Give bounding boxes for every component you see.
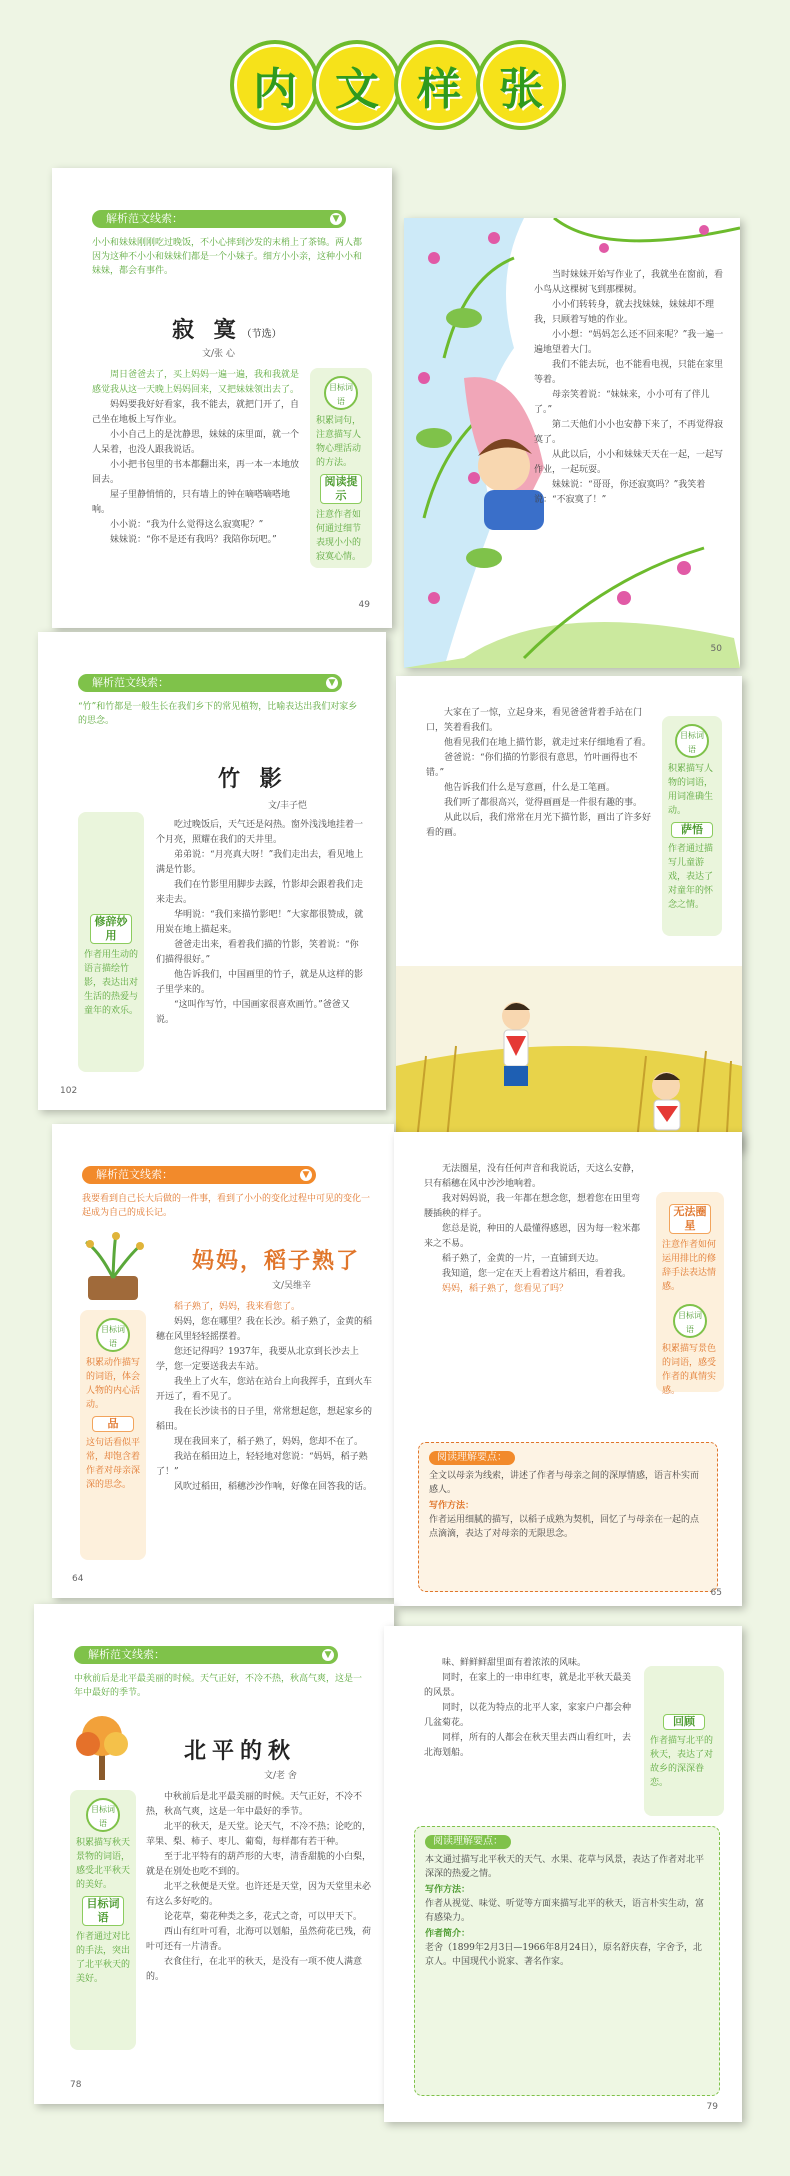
paragraph: 大家在了一惊，立起身来，看见爸爸背着手站在门口，笑着看我们。 [426,708,643,733]
paragraph: 妈妈要我好好看家，我不能去，就把门开了，自己坐在地板上写作业。 [92,400,300,425]
author: 文/吴维辛 [272,1281,312,1291]
paragraph: 北平的秋天，是天堂。论天气，不冷不热；论吃的，苹果、梨、柿子、枣儿、葡萄，每样都有若干种。 [146,1822,372,1847]
paragraph: 同时，在家上的一串串红枣，就是北平秋天最美的风景。 [424,1673,632,1698]
paragraph: 周日爸爸去了，买上妈妈一遍一遍，我和我就是感觉我从这一天晚上妈妈回来，又把妹妹领出去了。 [92,370,300,395]
rice-plant-illustration [80,1232,146,1302]
paragraph: 妹妹说：“你不是还有我吗？我陪你玩吧。” [110,535,277,545]
analysis-text: 本文通过描写北平秋天的天气、水果、花草与风景，表达了作者对北平深深的热爱之情。 [425,1855,705,1879]
intro-text: “竹”和竹都是一般生长在我们乡下的常见植物，比喻表达出我们对家乡的思念。 [78,702,358,726]
paragraph: 现在我回来了，稻子熟了，妈妈，您却不在了。 [174,1437,364,1447]
paragraph: 同时，以花为特点的北平人家，家家户户都会种几盆菊花。 [424,1703,632,1728]
article-title [172,313,282,344]
badge-icon: 目标词语 [673,1304,707,1338]
side-label: 回顾 [663,1714,705,1730]
paragraph: 母亲笑着说：“妹妹来，小小可有了伴儿了。” [534,390,710,415]
analysis-text: 全文以母亲为线索，讲述了作者与母亲之间的深厚情感，语言朴实而感人。 [429,1471,700,1495]
section-label [92,210,346,228]
paragraph: 从此以后，小小和妹妹天天在一起，一起写作业，一起玩耍。 [534,450,724,475]
author: 文/老 舍 [264,1771,297,1781]
paragraph: 我们在竹影里用脚步去踩，竹影却会跟着我们走来走去。 [156,880,364,905]
author: 文/丰子恺 [268,801,308,811]
side-note-text: 作者描写北平的秋天，表达了对故乡的深深眷恋。 [650,1736,714,1788]
title-note: （节选） [241,329,282,340]
side-note-text: 注意作者如何运用排比的修辞手法表达情感。 [662,1240,717,1292]
side-note [310,368,372,568]
children-field-illustration [396,966,742,1150]
side-note-text: 积累描写人物的词语，用词准确生动。 [668,764,714,816]
side-note-text: 作者通过描写儿童游戏，表达了对童年的怀念之情。 [668,844,714,910]
body-text [146,1790,372,1985]
analysis-heading: 写作方法： [425,1885,471,1895]
autumn-tree-illustration [72,1712,132,1782]
article-title: 竹 影 [218,766,288,792]
intro-text: 我要看到自己长大后做的一件事，看到了小小的变化过程中可见的变化一起成为自己的成长记。 [82,1194,371,1218]
side-label: 阅读提示 [320,474,362,504]
chevron-down-icon: ▼ [326,677,338,689]
body-text [156,818,366,1028]
analysis-label: 阅读理解要点： [425,1835,511,1849]
paragraph: 中秋前后是北平最美丽的时候。天气正好，不冷不热，秋高气爽，这是一年中最好的季节。 [146,1792,363,1817]
paragraph: 您总是说，种田的人最懂得感恩，因为每一粒米都来之不易。 [424,1224,641,1249]
paragraph: 我坐上了火车，您站在站台上向我挥手，直到火车开远了，看不见了。 [156,1377,373,1402]
paragraph: 无法圈星，没有任何声音和我说话，天这么安静，只有稻穗在风中沙沙地响着。 [424,1164,641,1189]
paragraph: 我知道，您一定在天上看着这片稻田，看着我。 [442,1269,632,1279]
side-label: 品 [92,1416,134,1432]
analysis-heading: 作者简介： [425,1929,471,1939]
paragraph: 我在长沙读书的日子里，常常想起您，想起家乡的稻田。 [156,1407,373,1432]
page-number: 64 [72,1574,84,1584]
paragraph: 吃过晚饭后，天气还是闷热。窗外浅浅地挂着一个月亮，照耀在我们的天井里。 [156,820,364,845]
paragraph: 他看见我们在地上描竹影，就走过来仔细地看了看。 [444,738,652,748]
page-number: 79 [706,2102,718,2112]
section-label [78,674,342,692]
paragraph: 华明说：“我们来描竹影吧！”大家都很赞成，就用炭在地上描起来。 [156,910,364,935]
paragraph: 妹妹说：“哥哥，你还寂寞吗？”我笑着说：“不寂寞了！” [534,480,706,505]
paragraph: 小小们转转身，就去找妹妹，妹妹却不理我，只顾着写她的作业。 [534,300,715,325]
paragraph: 妈妈，稻子熟了，您看见了吗？ [442,1284,569,1294]
paragraph: 爸爸走出来，看着我们描的竹影，笑着说：“你们描得很好。” [156,940,359,965]
chevron-down-icon: ▼ [330,213,342,225]
analysis-text: 作者从视觉、味觉、听觉等方面来描写北平的秋天，语言朴实生动，富有感染力。 [425,1899,705,1923]
side-note-text: 积累描写景色的词语，感受作者的真情实感。 [662,1344,717,1396]
side-label: 修辞妙用 [90,914,132,944]
paragraph: 他告诉我们，中国画里的竹子，就是从这样的影子里学来的。 [156,970,364,995]
paragraph: 西山有红叶可看，北海可以划船，虽然荷花已残，荷叶可还有一片清香。 [146,1927,372,1952]
badge-icon: 目标词语 [86,1798,120,1832]
intro-text: 小小和妹妹刚刚吃过晚饭，不小心摔到沙发的末梢上了茶锦。两人都因为这种不小小和妹妹们都是一个小妹子。细方小小亲，这种小小和妹妹，都会有事件。 [92,238,363,276]
paragraph: 弟弟说：“月亮真大呀！”我们走出去，看见地上满是竹影。 [156,850,364,875]
badge-icon: 目标词语 [96,1318,130,1352]
body-text [426,706,652,841]
paragraph: 论花草，菊花种类之多，花式之奇，可以甲天下。 [164,1912,363,1922]
side-note-text: 作者用生动的语言描绘竹影，表达出对生活的热爱与童年的欢乐。 [84,950,139,1016]
paragraph: 至于北平特有的葫芦形的大枣，清香甜脆的小白梨，就是在别处也吃不到的。 [146,1852,372,1877]
side-note [644,1666,724,1816]
banner-char: 张 [476,40,566,130]
paragraph: 小小把书包里的书本都翻出来，再一本一本地放回去。 [92,460,300,485]
side-note-text: 积累描写秋天景物的词语，感受北平秋天的美好。 [76,1838,131,1890]
paragraph: 同样，所有的人都会在秋天里去西山看红叶，去北海划船。 [424,1733,632,1758]
paragraph: 他告诉我们什么是写意画，什么是工笔画。 [444,783,616,793]
analysis-text: 老舍（1899年2月3日—1966年8月24日），原名舒庆春，字舍予，北京人。中国现代小说家、著名作家。 [425,1943,702,1967]
page-79 [384,1626,742,2122]
body-text [424,1162,646,1297]
paragraph: 我们听了都很高兴，觉得画画是一件很有趣的事。 [444,798,643,808]
paragraph: 我们不能去玩，也不能看电视，只能在家里等着。 [534,360,724,385]
section-label [82,1166,316,1184]
paragraph: 小小自己上的是沈静思，妹妹的床里面，就一个人呆着，也没人跟我说话。 [92,430,300,455]
chevron-down-icon: ▼ [322,1649,334,1661]
title-text: 寂 寞 [172,317,242,343]
section-label-text: 解析范文线索： [88,1648,165,1661]
paragraph: 妈妈，您在哪里？我在长沙。稻子熟了，金黄的稻穗在风里轻轻摇摆着。 [156,1317,373,1342]
paragraph: “这叫作写竹，中国画家很喜欢画竹。”爸爸又说。 [156,1000,350,1025]
side-note [78,812,144,1072]
page-number: 78 [70,2080,82,2090]
paragraph: 第二天他们小小也安静下来了，不再觉得寂寞了。 [534,420,724,445]
section-label-text: 解析范文线索： [92,676,169,689]
paragraph: 爸爸说：“你们描的竹影很有意思，竹叶画得也不错。” [426,753,638,778]
side-label: 萨悟 [671,822,713,838]
page-number: 50 [710,644,722,654]
analysis-heading: 写作方法： [429,1501,475,1511]
side-label: 目标词语 [82,1896,124,1926]
side-note-text: 积累词句，注意描写人物心理活动的方法。 [316,416,362,468]
page-50 [404,218,740,668]
paragraph: 小小想：“妈妈怎么还不回来呢？”我一遍一遍地望着大门。 [534,330,724,355]
analysis-box [418,1442,718,1592]
page-number: 102 [60,1086,78,1096]
chevron-down-icon: ▼ [300,1169,312,1181]
badge-icon: 目标词语 [324,376,358,410]
banner [230,40,560,130]
banner-char: 文 [312,40,402,130]
paragraph: 北平之秋便是天堂。也许还是天堂，因为天堂里未必有这么多好吃的。 [146,1882,372,1907]
paragraph: 我站在稻田边上，轻轻地对您说：“妈妈，稻子熟了！” [156,1452,368,1477]
paragraph: 小小说：“我为什么觉得这么寂寞呢？” [110,520,264,530]
author: 文/张 心 [202,349,235,359]
page-78 [34,1604,394,2104]
page-64 [52,1124,394,1598]
page-65 [394,1132,742,1606]
analysis-text: 作者运用细腻的描写，以稻子成熟为契机，回忆了与母亲在一起的点点滴滴，表达了对母亲的无限思念。 [429,1515,700,1539]
page-102 [38,632,386,1110]
paragraph: 从此以后，我们常常在月光下描竹影，画出了许多好看的画。 [426,813,652,838]
paragraph: 味、鲜鲜鲜甜里面有着浓浓的风味。 [442,1658,587,1668]
paragraph: 衣食住行，在北平的秋天，是没有一项不使人满意的。 [146,1957,363,1982]
intro-text: 中秋前后是北平最美丽的时候。天气正好，不冷不热，秋高气爽，这是一年中最好的季节。 [74,1674,363,1698]
article-title: 妈妈，稻子熟了 [192,1248,361,1274]
side-note [80,1310,146,1560]
side-note-text: 作者通过对比的手法，突出了北平秋天的美好。 [76,1932,131,1984]
article-title: 北平的秋 [184,1738,297,1764]
badge-icon: 目标词语 [675,724,709,758]
banner-char: 内 [230,40,320,130]
paragraph: 屋子里静悄悄的，只有墙上的钟在嘀嗒嘀嗒地响。 [92,490,291,515]
body-text [424,1656,634,1761]
paragraph: 稻子熟了，妈妈，我来看您了。 [174,1302,301,1312]
paragraph: 稻子熟了，金黄的一片，一直铺到天边。 [442,1254,605,1264]
side-note-text: 注意作者如何通过细节表现小小的寂寞心情。 [316,510,362,562]
body-text [156,1300,374,1495]
page-49 [52,168,392,628]
paragraph: 风吹过稻田，稻穗沙沙作响，好像在回答我的话。 [174,1482,373,1492]
page-number: 65 [710,1588,722,1598]
body-text [534,268,724,508]
paragraph: 您还记得吗？1937年，我要从北京到长沙去上学，您一定要送我去车站。 [156,1347,359,1372]
paragraph: 当时妹妹开始写作业了，我就坐在窗前，看小鸟从这棵树飞到那棵树。 [534,270,724,295]
section-label-text: 解析范文线索： [96,1168,173,1181]
page-103 [396,676,742,1150]
page-number: 49 [358,600,370,610]
analysis-label: 阅读理解要点： [429,1451,515,1465]
side-note [662,716,722,936]
section-label-text: 解析范文线索： [106,212,183,225]
side-note-text: 积累动作描写的词语，体会人物的内心活动。 [86,1358,141,1410]
side-label: 无法圈星 [669,1204,711,1234]
paragraph: 我对妈妈说，我一年都在想念您，想着您在田里弯腰插秧的样子。 [424,1194,641,1219]
banner-char: 样 [394,40,484,130]
side-note [656,1192,724,1396]
analysis-box [414,1826,720,2096]
section-label [74,1646,338,1664]
body-text [92,368,302,548]
side-note [70,1790,136,2050]
side-note-text: 这句话看似平常，却饱含着作者对母亲深深的思念。 [86,1438,141,1490]
